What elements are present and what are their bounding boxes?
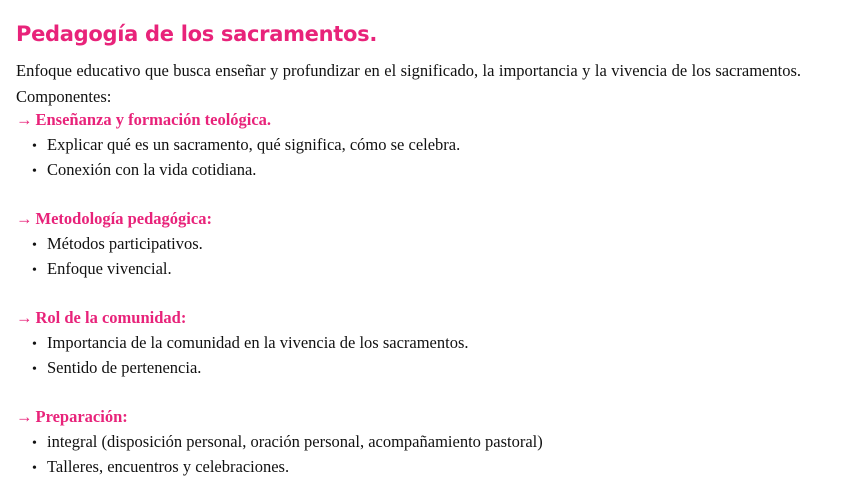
bullet-icon: • [32, 139, 37, 154]
section-heading-preparacion [16, 406, 128, 428]
list-item [32, 233, 203, 257]
arrow-icon: → [16, 110, 33, 129]
section-heading-metodologia [16, 208, 212, 230]
list-item-text: Enfoque vivencial. [47, 259, 172, 278]
arrow-icon: → [16, 308, 33, 327]
bullet-icon: • [32, 238, 37, 253]
page-title: Pedagogía de los sacramentos. [16, 22, 377, 46]
list-item-text: integral (disposición personal, oración personal, acompañamiento pastoral) [47, 432, 543, 451]
list-item-text: Conexión con la vida cotidiana. [47, 160, 257, 179]
bullet-icon: • [32, 337, 37, 352]
list-item-text: Talleres, encuentros y celebraciones. [47, 457, 290, 476]
list-item [32, 159, 256, 183]
arrow-icon: → [16, 407, 33, 426]
bullet-icon: • [32, 436, 37, 451]
list-item [32, 258, 172, 282]
list-item [32, 357, 201, 381]
arrow-icon: → [16, 209, 33, 228]
bullet-icon: • [32, 362, 37, 377]
bullet-icon: • [32, 461, 37, 476]
list-item-text: Métodos participativos. [47, 234, 203, 253]
list-item-text: Importancia de la comunidad en la vivencia de los sacramentos. [47, 333, 469, 352]
intro-paragraph: Enfoque educativo que busca enseñar y profundizar en el significado, la importancia y la vivencia de los sacramentos. Componentes: [16, 61, 801, 106]
section-heading-ensenanza [16, 109, 271, 131]
list-item [32, 332, 469, 356]
bullet-icon: • [32, 164, 37, 179]
list-item [32, 456, 289, 480]
list-item [32, 431, 543, 455]
section-heading-text: Preparación: [35, 407, 128, 426]
section-heading-text: Rol de la comunidad: [35, 308, 187, 327]
list-item-text: Sentido de pertenencia. [47, 358, 202, 377]
section-heading-rol-comunidad [16, 307, 186, 329]
list-item [32, 134, 460, 158]
section-heading-text: Metodología pedagógica: [35, 209, 212, 228]
bullet-icon: • [32, 263, 37, 278]
section-heading-text: Enseñanza y formación teológica. [35, 110, 272, 129]
list-item-text: Explicar qué es un sacramento, qué significa, cómo se celebra. [47, 135, 461, 154]
